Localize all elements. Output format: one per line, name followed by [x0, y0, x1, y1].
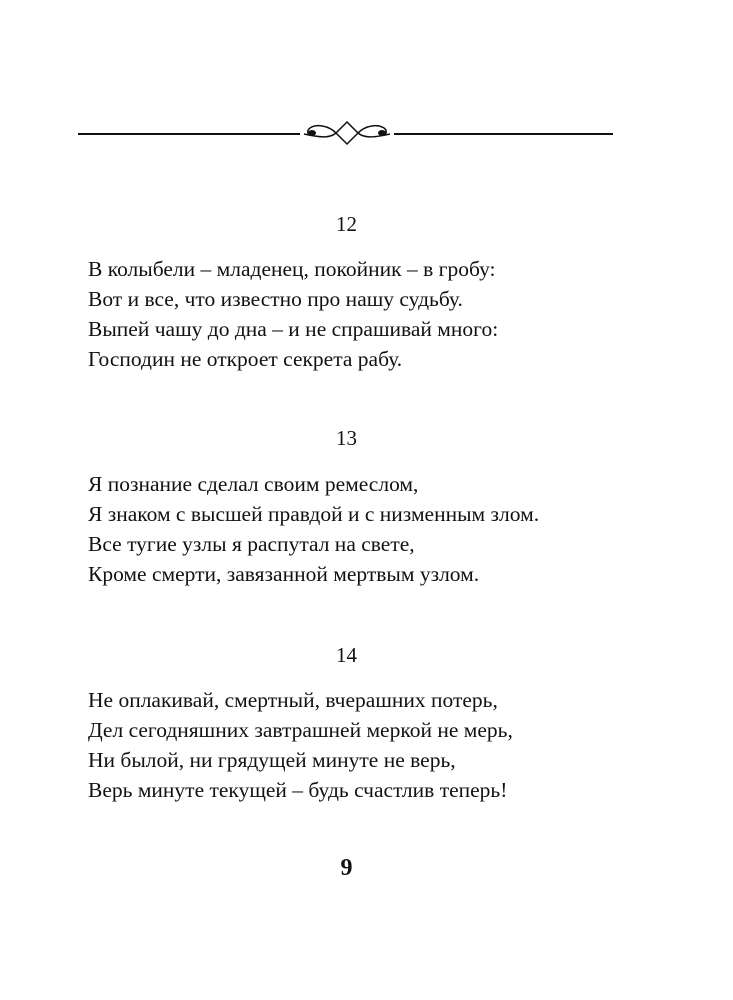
verse-line: Все тугие узлы я распутал на свете, — [88, 532, 415, 556]
verse-line: Выпей чашу до дна – и не спрашивай много: — [88, 317, 499, 341]
stanza-number: 12 — [336, 212, 357, 236]
stanza-number: 14 — [336, 643, 357, 667]
stanza-number: 13 — [336, 426, 357, 450]
ornament-icon — [300, 116, 394, 150]
stanza — [88, 469, 539, 589]
stanza — [88, 254, 498, 374]
verse-line: Не оплакивай, смертный, вчерашних потерь, — [88, 688, 498, 712]
page-number: 9 — [340, 855, 353, 881]
verse-line: Вот и все, что известно про нашу судьбу. — [88, 287, 463, 311]
verse-line: В колыбели – младенец, покойник – в гробу: — [88, 257, 496, 281]
stanza — [88, 685, 513, 805]
verse-line: Я познание сделал своим ремеслом, — [88, 472, 419, 496]
verse-line: Дел сегодняшних завтрашней меркой не мерь, — [88, 718, 513, 742]
verse-line: Я знаком с высшей правдой и с низменным злом. — [88, 502, 540, 526]
verse-line: Кроме смерти, завязанной мертвым узлом. — [88, 562, 480, 586]
verse-line: Ни былой, ни грядущей минуте не верь, — [88, 748, 456, 772]
verse-line: Господин не откроет секрета рабу. — [88, 347, 403, 371]
verse-line: Верь минуте текущей – будь счастлив теперь! — [88, 778, 508, 802]
